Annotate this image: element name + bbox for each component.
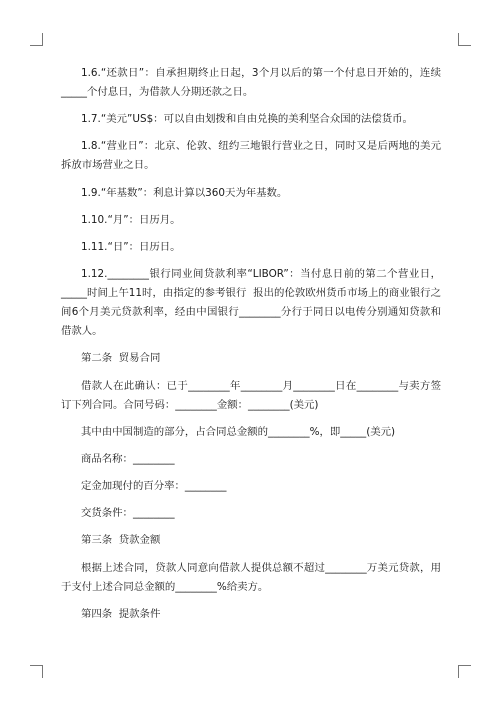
crop-mark-bottom-right [458, 665, 471, 678]
loan-amount-clause: 根据上述合同，贷款人同意向借款人提供总额不超过________万美元贷款，用于支付上述合同总金额的________%给卖方。 [61, 561, 441, 593]
clause-1-9: 1.9.“年基数”：利息计算以360天为年基数。 [81, 186, 288, 199]
crop-mark-bottom-left [30, 665, 43, 678]
crop-mark-top-right [458, 33, 471, 46]
article-4-heading: 第四条 提款条件 [81, 607, 161, 620]
document-body [61, 64, 441, 632]
crop-mark-top-left [30, 33, 43, 46]
clause-1-11: 1.11.“日”：日历日。 [81, 240, 181, 253]
clause-1-8: 1.8.“营业日”：北京、伦敦、纽约三地银行营业之日，同时又是后两地的美元拆放市场营业之日。 [61, 140, 441, 172]
trade-contract-confirmation: 借款人在此确认：已于________年________月________日在________与卖方签订下列合同。合同号码：________金额：________(美元) [61, 379, 441, 411]
article-2-heading: 第二条 贸易合同 [81, 352, 161, 365]
deposit-percentage: 定金加现付的百分率：________ [81, 480, 227, 493]
china-made-portion: 其中由中国制造的部分，占合同总金额的________%，即_____(美元) [81, 425, 396, 438]
article-3-heading: 第三条 贷款金额 [81, 534, 161, 547]
clause-1-6: 1.6.“还款日”：自承担期终止日起，3个月以后的第一个付息日开始的，连续_____个付息日，为借款人分期还款之日。 [61, 67, 441, 98]
clause-1-12: 1.12.________银行同业间贷款利率“LIBOR”：当付息日前的第二个营业日，_____时间上午11时，由指定的参考银行 报出的伦敦欧州货币市场上的商业银行之间6个月美元贷款利率，经由中国银行________分行于同日以电传分别通知贷款和借款人。 [61, 268, 441, 338]
commodity-name: 商品名称：________ [81, 452, 175, 465]
clause-1-7: 1.7.“美元”US$：可以自由划拨和自由兑换的美利坚合众国的法偿货币。 [81, 113, 413, 126]
clause-1-10: 1.10.“月”：日历月。 [81, 213, 181, 226]
delivery-terms: 交货条件：________ [81, 507, 175, 520]
